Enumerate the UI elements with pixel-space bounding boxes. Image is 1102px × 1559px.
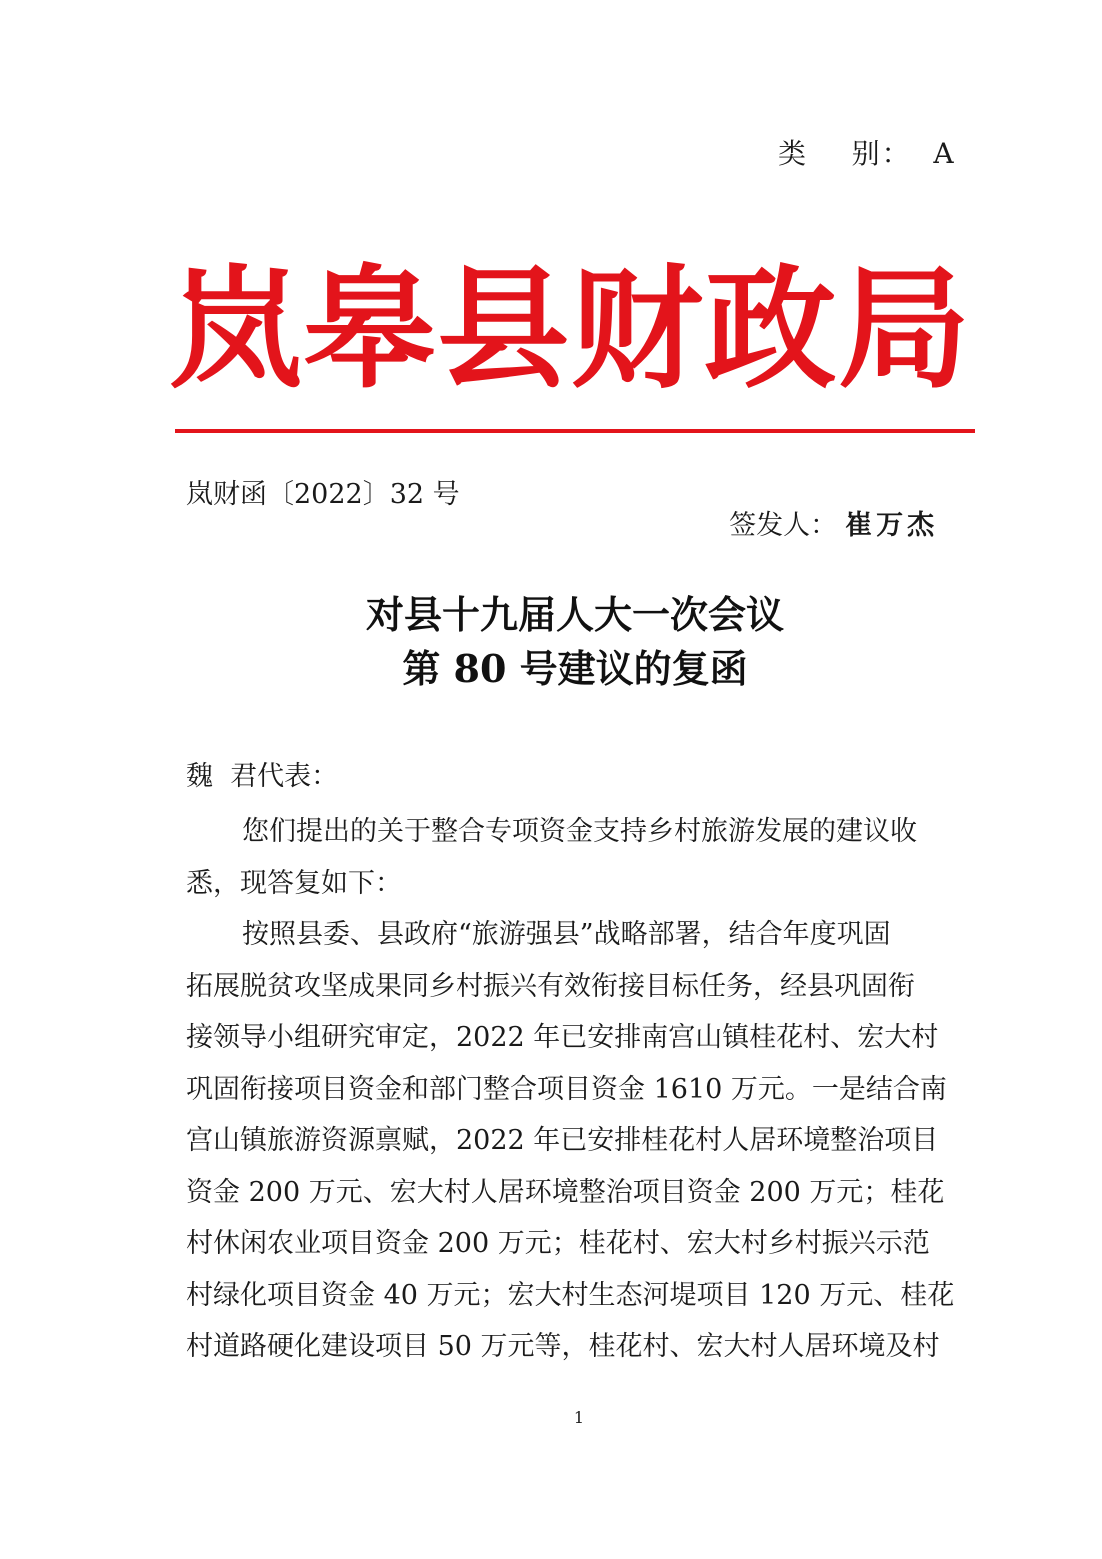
body-line: 村道路硬化建设项目 50 万元等，桂花村、宏大村人居环境及村 — [186, 1331, 940, 1362]
body-line: 拓展脱贫攻坚成果同乡村振兴有效衔接目标任务，经县巩固衔 — [186, 970, 915, 1002]
document-body — [186, 806, 964, 1373]
red-divider — [175, 429, 975, 433]
issuer-char: 政 — [704, 253, 837, 407]
signer-name: 崔万杰 — [845, 510, 939, 541]
body-line: 村绿化项目资金 40 万元；宏大村生态河堤项目 120 万元、桂花 — [186, 1279, 955, 1311]
category-label: 类 别： A — [778, 137, 956, 170]
page-number: 1 — [573, 1408, 585, 1427]
body-line: 悉，现答复如下： — [186, 867, 402, 899]
signer-label: 签发人： — [729, 510, 838, 541]
issuer-char: 皋 — [303, 253, 436, 407]
title-line-1: 对县十九届人大一次会议 — [365, 592, 784, 637]
document-title — [175, 588, 975, 696]
body-line: 您们提出的关于整合专项资金支持乡村旅游发展的建议收 — [242, 816, 917, 847]
salutation: 魏 君代表： — [186, 761, 339, 792]
title-line-2: 第 80 号建议的复函 — [402, 646, 748, 691]
body-line: 巩固衔接项目资金和部门整合项目资金 1610 万元。一是结合南 — [186, 1073, 947, 1105]
body-line: 宫山镇旅游资源禀赋，2022 年已安排桂花村人居环境整治项目 — [186, 1125, 939, 1156]
issuer-char: 财 — [570, 253, 703, 407]
body-line: 村休闲农业项目资金 200 万元；桂花村、宏大村乡村振兴示范 — [186, 1228, 930, 1259]
body-line: 资金 200 万元、宏大村人居环境整治项目资金 200 万元；桂花 — [186, 1176, 945, 1208]
issuer-char: 局 — [837, 253, 970, 407]
body-line: 接领导小组研究审定，2022 年已安排南宫山镇桂花村、宏大村 — [186, 1022, 939, 1053]
signer-block — [712, 472, 938, 542]
issuer-char: 县 — [437, 253, 570, 407]
body-line: 按照县委、县政府“旅游强县”战略部署，结合年度巩固 — [242, 919, 891, 950]
document-number: 岚财函〔2022〕32 号 — [186, 479, 460, 510]
issuer-char: 岚 — [170, 253, 302, 407]
issuer-header — [170, 250, 970, 410]
